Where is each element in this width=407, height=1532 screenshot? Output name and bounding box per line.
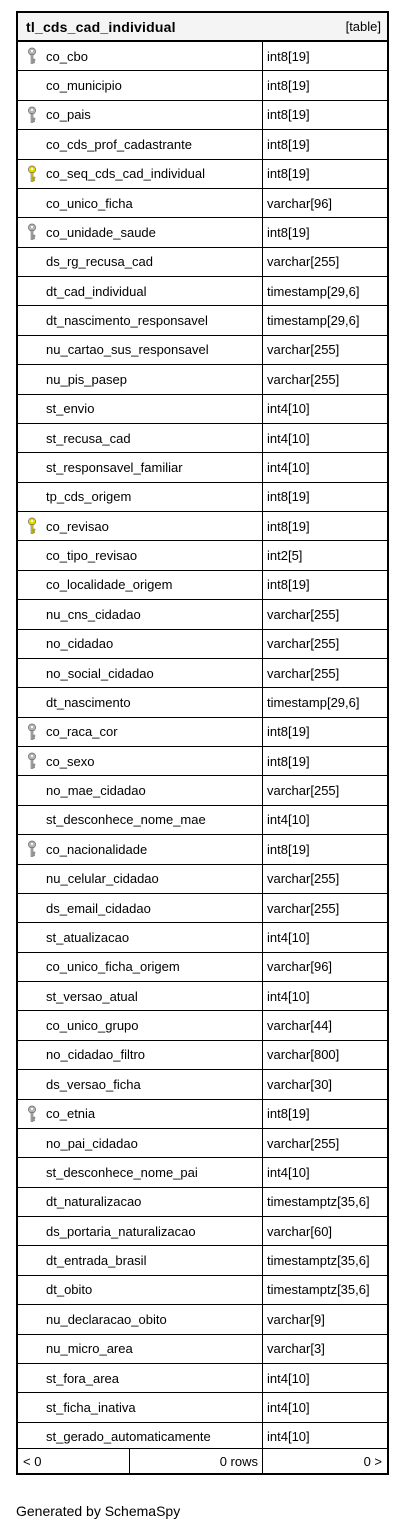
column-type: int8[19] — [267, 166, 310, 182]
column-name: co_nacionalidade — [46, 841, 148, 857]
column-row[interactable] — [18, 953, 387, 982]
column-name-cell — [18, 894, 263, 922]
column-row[interactable] — [18, 218, 387, 247]
column-row[interactable] — [18, 1364, 387, 1393]
column-row[interactable] — [18, 71, 387, 100]
column-row[interactable] — [18, 1335, 387, 1364]
column-type: timestamp[29,6] — [267, 694, 360, 710]
column-type: int8[19] — [267, 224, 310, 240]
column-row[interactable] — [18, 1070, 387, 1099]
column-name-cell — [18, 835, 263, 863]
column-type: int4[10] — [267, 459, 310, 475]
table-name[interactable]: tl_cds_cad_individual — [26, 18, 176, 35]
column-name-cell — [18, 953, 263, 981]
column-name-cell — [18, 71, 263, 99]
column-name: st_responsavel_familiar — [46, 459, 183, 475]
column-name: nu_pis_pasep — [46, 371, 127, 387]
table-header — [18, 13, 387, 42]
footer-next-count[interactable]: 0 > — [363, 1453, 382, 1469]
column-row[interactable] — [18, 1188, 387, 1217]
column-name-cell — [18, 1305, 263, 1333]
column-row[interactable] — [18, 806, 387, 835]
column-name: no_social_cidadao — [46, 665, 154, 681]
column-row[interactable] — [18, 1305, 387, 1334]
column-row[interactable] — [18, 600, 387, 629]
column-name: ds_portaria_naturalizacao — [46, 1223, 196, 1239]
column-name-cell — [18, 101, 263, 129]
footer-prev-count[interactable]: < 0 — [18, 1449, 130, 1473]
column-type: varchar[44] — [267, 1018, 333, 1034]
column-name: nu_micro_area — [46, 1341, 133, 1357]
column-list — [18, 42, 387, 1452]
column-type: varchar[3] — [267, 1341, 325, 1357]
column-type: int8[19] — [267, 78, 310, 94]
column-type: varchar[255] — [267, 900, 340, 916]
column-type: int4[10] — [267, 1370, 310, 1386]
column-row[interactable] — [18, 541, 387, 570]
column-type: varchar[255] — [267, 342, 340, 358]
column-type: varchar[30] — [267, 1076, 333, 1092]
column-name-cell — [18, 424, 263, 452]
column-name-cell — [18, 248, 263, 276]
column-name-cell — [18, 483, 263, 511]
column-row[interactable] — [18, 835, 387, 864]
foreign-key-icon — [27, 752, 37, 770]
column-name: dt_obito — [46, 1282, 93, 1298]
column-name: st_envio — [46, 401, 95, 417]
column-name-cell — [18, 306, 263, 334]
column-row[interactable] — [18, 483, 387, 512]
column-name: co_municipio — [46, 78, 122, 94]
column-row[interactable] — [18, 894, 387, 923]
column-row[interactable] — [18, 776, 387, 805]
column-type: int4[10] — [267, 1429, 310, 1445]
column-type: timestamp[29,6] — [267, 313, 360, 329]
column-name-cell — [18, 1364, 263, 1392]
foreign-key-icon — [27, 106, 37, 124]
column-row[interactable] — [18, 42, 387, 71]
column-row[interactable] — [18, 630, 387, 659]
column-name-cell — [18, 1041, 263, 1069]
column-row[interactable] — [18, 688, 387, 717]
column-type: timestamptz[35,6] — [267, 1253, 370, 1269]
column-name-cell — [18, 1217, 263, 1245]
column-name: st_fora_area — [46, 1370, 119, 1386]
foreign-key-icon — [27, 223, 37, 241]
column-name-cell — [18, 865, 263, 893]
column-name-cell — [18, 806, 263, 834]
column-name: co_cbo — [46, 48, 88, 64]
column-name-cell — [18, 923, 263, 951]
column-row[interactable] — [18, 277, 387, 306]
column-name: ds_rg_recusa_cad — [46, 254, 153, 270]
column-row[interactable] — [18, 1129, 387, 1158]
column-type: varchar[255] — [267, 371, 340, 387]
column-name-cell — [18, 130, 263, 158]
column-name-cell — [18, 1335, 263, 1363]
column-type: varchar[800] — [267, 1047, 340, 1063]
generated-by-text: Generated by SchemaSpy — [16, 1503, 181, 1519]
column-row[interactable] — [18, 336, 387, 365]
column-type: int4[10] — [267, 929, 310, 945]
column-type: int4[10] — [267, 401, 310, 417]
column-name-cell — [18, 277, 263, 305]
column-type: int8[19] — [267, 107, 310, 123]
column-name: dt_naturalizacao — [46, 1194, 142, 1210]
column-name: co_pais — [46, 107, 91, 123]
column-name-cell — [18, 42, 263, 70]
column-row[interactable] — [18, 395, 387, 424]
column-row[interactable] — [18, 248, 387, 277]
column-name: co_tipo_revisao — [46, 548, 138, 564]
column-name-cell — [18, 336, 263, 364]
column-name-cell — [18, 747, 263, 775]
column-name: nu_declaracao_obito — [46, 1311, 167, 1327]
column-row[interactable] — [18, 101, 387, 130]
column-name-cell — [18, 600, 263, 628]
column-name: dt_nascimento — [46, 694, 131, 710]
column-name-cell — [18, 1100, 263, 1128]
column-type: int8[19] — [267, 753, 310, 769]
column-name: st_recusa_cad — [46, 430, 131, 446]
column-name: dt_cad_individual — [46, 283, 147, 299]
column-row[interactable] — [18, 1276, 387, 1305]
column-type: int2[5] — [267, 548, 303, 564]
column-name-cell — [18, 571, 263, 599]
column-type: int8[19] — [267, 518, 310, 534]
column-name-cell — [18, 1423, 263, 1451]
column-name-cell — [18, 1011, 263, 1039]
column-row[interactable] — [18, 512, 387, 541]
column-name: co_revisao — [46, 518, 109, 534]
column-row[interactable] — [18, 160, 387, 189]
column-row[interactable] — [18, 1158, 387, 1187]
footer-row-count: 0 rows — [130, 1449, 263, 1473]
primary-key-icon — [27, 517, 37, 535]
column-row[interactable] — [18, 571, 387, 600]
column-type: varchar[255] — [267, 254, 340, 270]
column-type: varchar[255] — [267, 871, 340, 887]
column-name-cell — [18, 659, 263, 687]
column-name: nu_cartao_sus_responsavel — [46, 342, 209, 358]
column-name: no_cidadao_filtro — [46, 1047, 146, 1063]
table-type-label: [table] — [345, 19, 381, 34]
column-name-cell — [18, 1276, 263, 1304]
column-name-cell — [18, 541, 263, 569]
column-name: nu_celular_cidadao — [46, 871, 159, 887]
foreign-key-icon — [27, 1105, 37, 1123]
column-name-cell — [18, 982, 263, 1010]
column-name-cell — [18, 688, 263, 716]
column-name-cell — [18, 218, 263, 246]
column-row[interactable] — [18, 865, 387, 894]
column-row[interactable] — [18, 1217, 387, 1246]
column-row[interactable] — [18, 130, 387, 159]
column-type: int8[19] — [267, 489, 310, 505]
column-type: timestamptz[35,6] — [267, 1194, 370, 1210]
column-name: dt_nascimento_responsavel — [46, 313, 208, 329]
column-type: varchar[255] — [267, 636, 340, 652]
column-row[interactable] — [18, 718, 387, 747]
column-type: int8[19] — [267, 1106, 310, 1122]
column-name-cell — [18, 1070, 263, 1098]
column-name: co_unidade_saude — [46, 224, 156, 240]
column-type: int8[19] — [267, 136, 310, 152]
column-name-cell — [18, 630, 263, 658]
column-row[interactable] — [18, 365, 387, 394]
column-name: st_desconhece_nome_mae — [46, 812, 206, 828]
column-type: int4[10] — [267, 1399, 310, 1415]
column-name: co_unico_ficha — [46, 195, 133, 211]
column-name-cell — [18, 365, 263, 393]
column-name: ds_versao_ficha — [46, 1076, 141, 1092]
column-name: co_unico_ficha_origem — [46, 959, 180, 975]
column-name-cell — [18, 453, 263, 481]
column-type: varchar[60] — [267, 1223, 333, 1239]
column-type: int4[10] — [267, 812, 310, 828]
foreign-key-icon — [27, 840, 37, 858]
column-name: nu_cns_cidadao — [46, 606, 141, 622]
column-type: varchar[96] — [267, 195, 333, 211]
column-row[interactable] — [18, 747, 387, 776]
column-name: no_mae_cidadao — [46, 783, 146, 799]
column-name-cell — [18, 776, 263, 804]
column-name-cell — [18, 160, 263, 188]
foreign-key-icon — [27, 47, 37, 65]
column-row[interactable] — [18, 189, 387, 218]
column-type: int4[10] — [267, 430, 310, 446]
column-name-cell — [18, 512, 263, 540]
column-name: no_cidadao — [46, 636, 114, 652]
column-name: co_raca_cor — [46, 724, 118, 740]
column-row[interactable] — [18, 306, 387, 335]
column-name-cell — [18, 1188, 263, 1216]
column-name-cell — [18, 395, 263, 423]
column-name-cell — [18, 1246, 263, 1274]
column-row[interactable] — [18, 1246, 387, 1275]
column-type: int8[19] — [267, 48, 310, 64]
column-name: ds_email_cidadao — [46, 900, 151, 916]
column-name-cell — [18, 1158, 263, 1186]
primary-key-icon — [27, 165, 37, 183]
column-type: varchar[255] — [267, 783, 340, 799]
foreign-key-icon — [27, 723, 37, 741]
column-row[interactable] — [18, 424, 387, 453]
column-name: st_gerado_automaticamente — [46, 1429, 211, 1445]
column-name: dt_entrada_brasil — [46, 1253, 147, 1269]
column-name: co_localidade_origem — [46, 577, 173, 593]
column-name: co_etnia — [46, 1106, 96, 1122]
table-box — [16, 11, 389, 1475]
column-type: timestamp[29,6] — [267, 283, 360, 299]
column-name-cell — [18, 718, 263, 746]
column-type: int8[19] — [267, 577, 310, 593]
column-row[interactable] — [18, 453, 387, 482]
column-type: timestamptz[35,6] — [267, 1282, 370, 1298]
column-row[interactable] — [18, 1393, 387, 1422]
column-row[interactable] — [18, 1041, 387, 1070]
table-footer — [18, 1448, 387, 1473]
column-name: st_atualizacao — [46, 929, 130, 945]
column-type: varchar[255] — [267, 1135, 340, 1151]
column-name-cell — [18, 189, 263, 217]
column-row[interactable] — [18, 659, 387, 688]
column-type: varchar[255] — [267, 606, 340, 622]
column-name: st_versao_atual — [46, 988, 138, 1004]
column-name: st_desconhece_nome_pai — [46, 1164, 198, 1180]
column-row[interactable] — [18, 982, 387, 1011]
column-name: no_pai_cidadao — [46, 1135, 138, 1151]
column-name-cell — [18, 1393, 263, 1421]
column-name: st_ficha_inativa — [46, 1399, 136, 1415]
column-name: tp_cds_origem — [46, 489, 132, 505]
column-row[interactable] — [18, 1011, 387, 1040]
column-name: co_cds_prof_cadastrante — [46, 136, 192, 152]
column-row[interactable] — [18, 923, 387, 952]
column-type: int4[10] — [267, 1164, 310, 1180]
column-type: int8[19] — [267, 724, 310, 740]
column-row[interactable] — [18, 1100, 387, 1129]
column-type: int8[19] — [267, 841, 310, 857]
column-name: co_unico_grupo — [46, 1018, 139, 1034]
column-name: co_sexo — [46, 753, 95, 769]
column-name-cell — [18, 1129, 263, 1157]
column-type: int4[10] — [267, 988, 310, 1004]
column-type: varchar[255] — [267, 665, 340, 681]
column-name: co_seq_cds_cad_individual — [46, 166, 206, 182]
column-type: varchar[96] — [267, 959, 333, 975]
column-type: varchar[9] — [267, 1311, 325, 1327]
